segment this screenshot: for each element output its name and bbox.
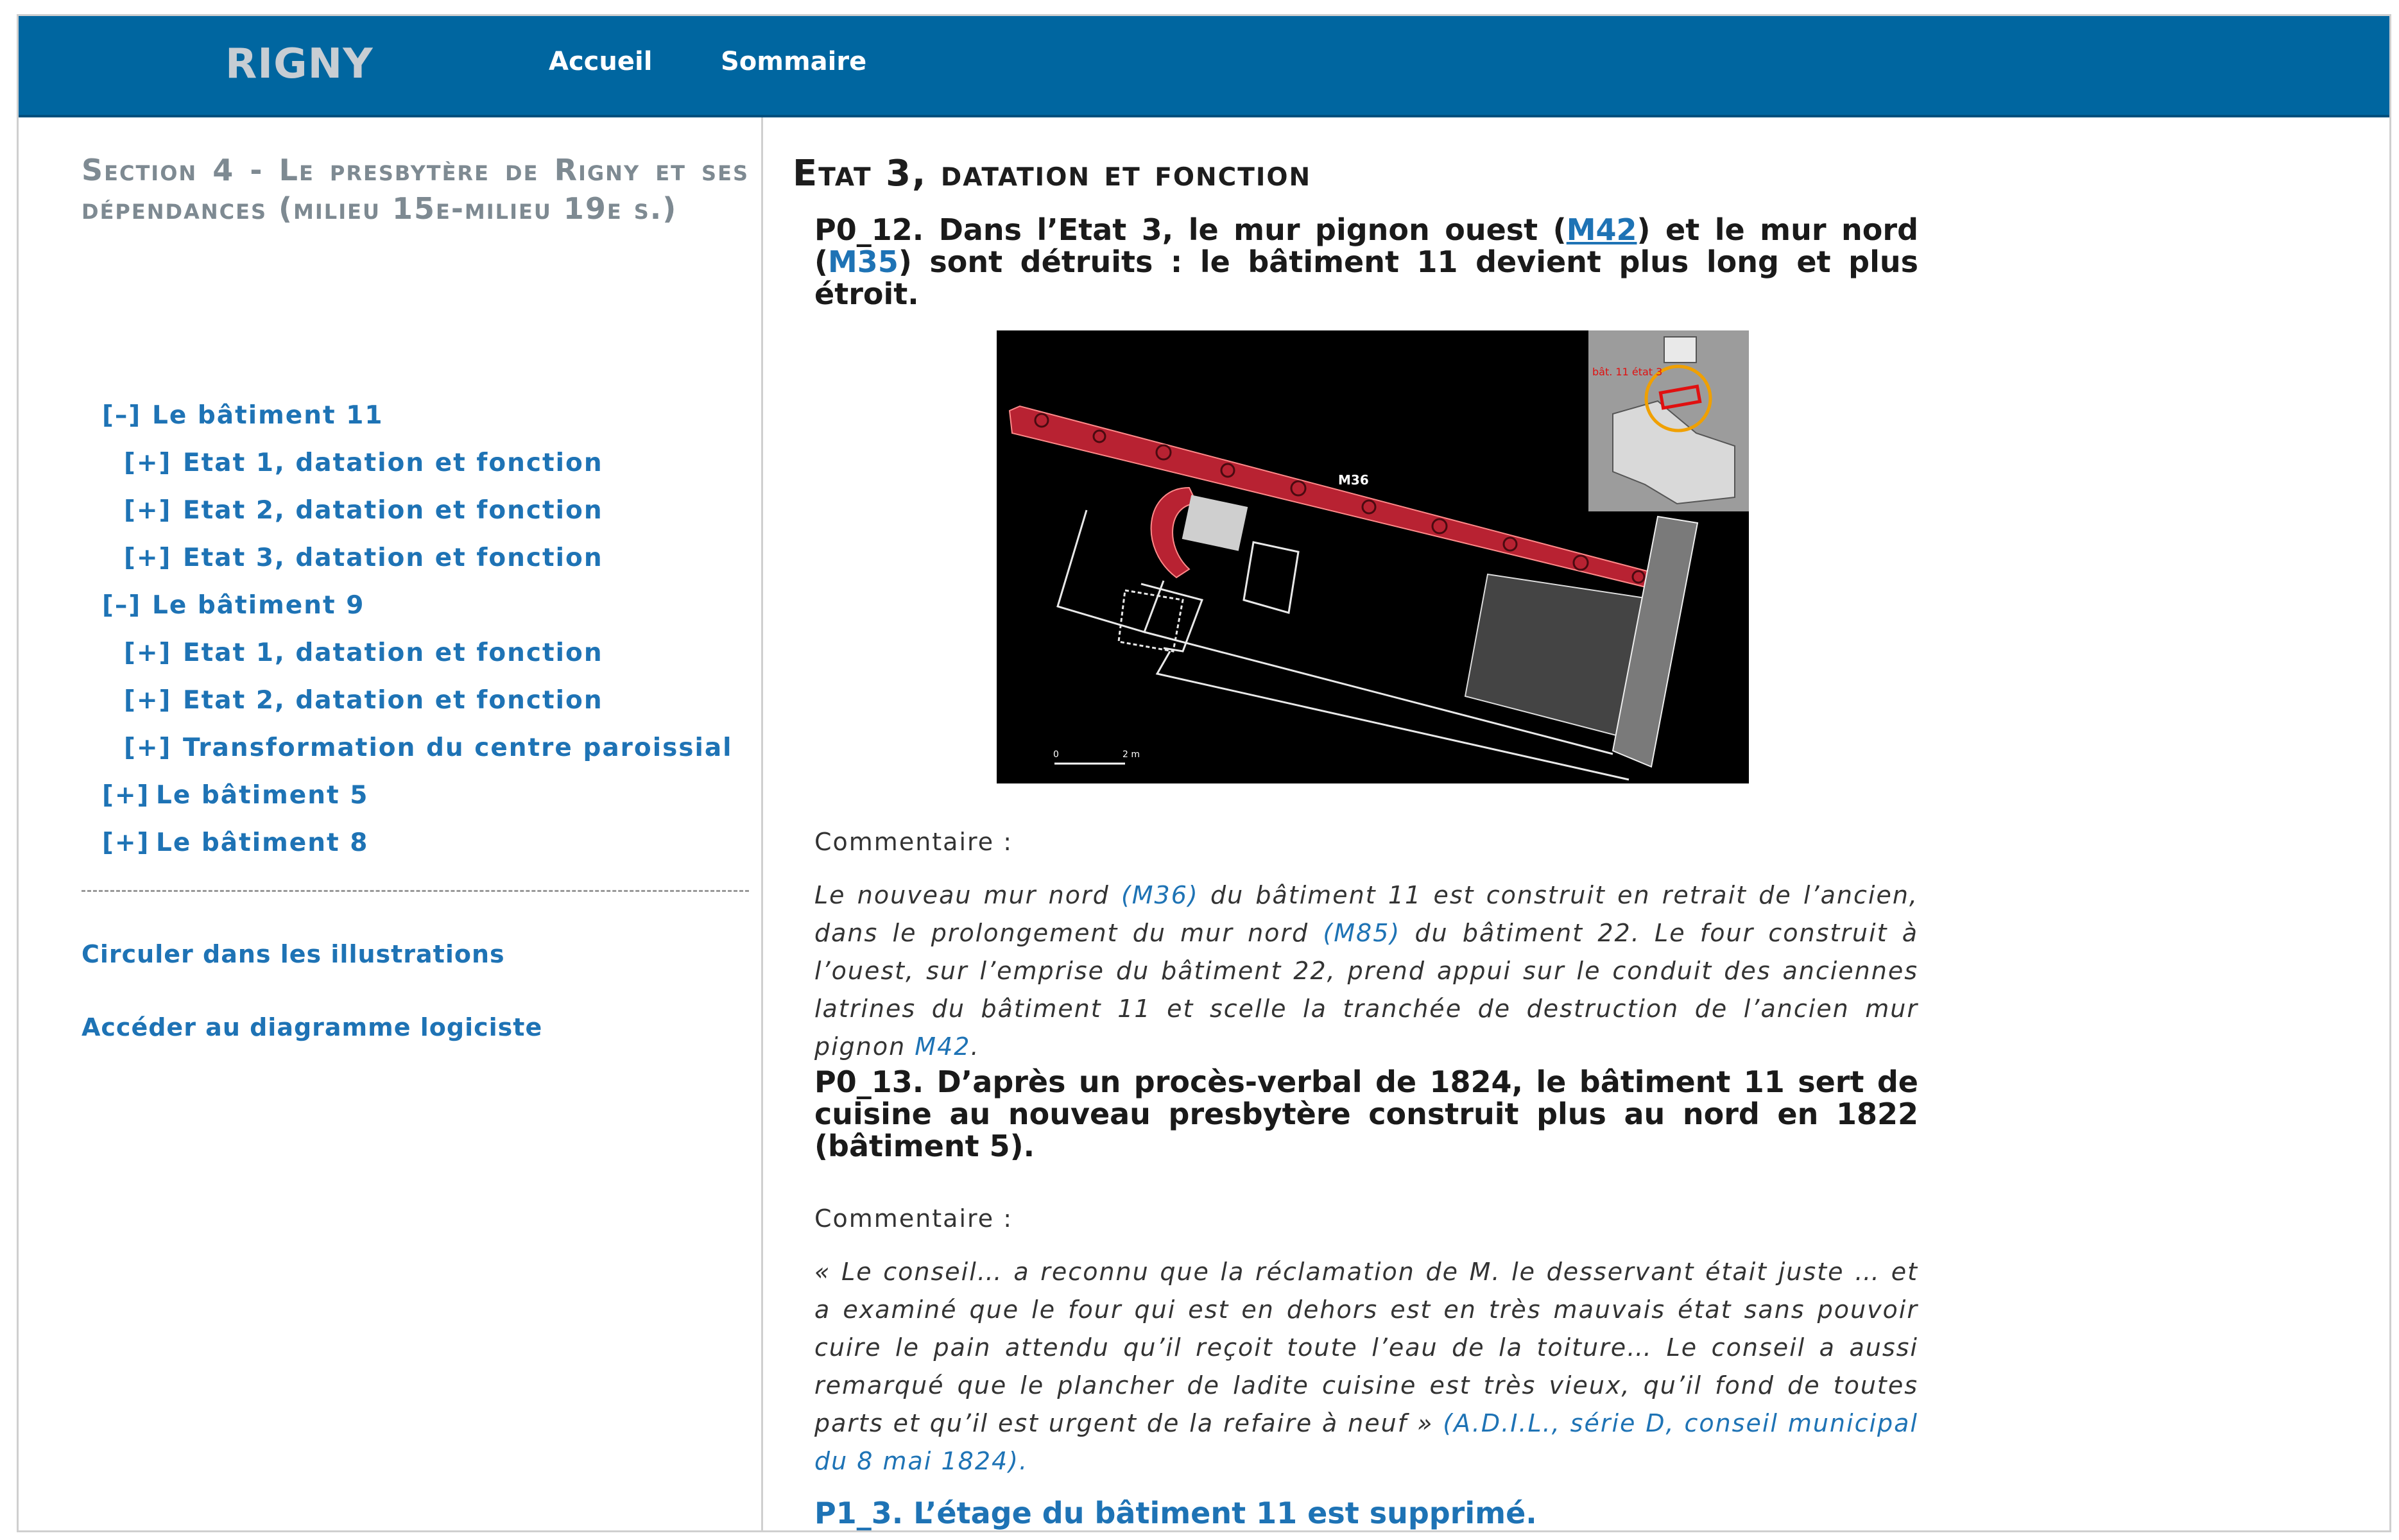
- expand-toggle[interactable]: [+]: [102, 781, 150, 810]
- expand-toggle[interactable]: [+]: [124, 449, 172, 477]
- toc-label[interactable]: Etat 3, datation et fonction: [183, 543, 603, 572]
- comment-label: Commentaire :: [814, 1204, 1013, 1233]
- archival-quote: « Le conseil… a reconnu que la réclamation de M. le desservant était juste … et a examiné que le four qui est en dehors est en très mauvais état sans pouvoir cuire le pain attendu qu’il reçoit toute l’eau de la toiture… Le conseil a aussi remarqué que le plancher de ladite cuisine est très vieux, qu’il fond de toutes parts et qu’il est urgent de la refaire à neuf »: [814, 1258, 1918, 1437]
- site-plan-figure[interactable]: [997, 330, 1749, 783]
- m42-link[interactable]: M42: [1566, 212, 1637, 247]
- archive-source-link[interactable]: (A.D.I.L., série D, conseil municipal du 8 mai 1824).: [814, 1409, 1918, 1475]
- m42-reference[interactable]: M42: [915, 1032, 971, 1061]
- toc-item-batiment-9[interactable]: [102, 591, 365, 620]
- toc-label[interactable]: Le bâtiment 5: [156, 781, 369, 810]
- p12-text: ) sont détruits : le bâtiment 11 devient plus long et plus étroit.: [814, 244, 1918, 311]
- toc-item-b9-etat-1[interactable]: [124, 638, 603, 667]
- page-heading: Etat 3, datation et fonction: [793, 153, 1312, 194]
- toc-item-etat-3[interactable]: [124, 543, 603, 572]
- toc-label[interactable]: Etat 2, datation et fonction: [183, 686, 603, 715]
- nav-accueil-link[interactable]: Accueil: [549, 47, 653, 76]
- paragraph-p0-13: P0_13. D’après un procès-verbal de 1824, le bâtiment 11 sert de cuisine au nouveau presbytère construit plus au nord en 1822 (bâtiment 5).: [814, 1065, 1918, 1163]
- toc-item-etat-1[interactable]: [124, 449, 603, 477]
- site-brand[interactable]: RIGNY: [225, 40, 374, 88]
- m85-reference[interactable]: (M85): [1323, 919, 1401, 947]
- plan-drawing: [997, 330, 1749, 783]
- comment-text-part: du bâtiment 11 est construit en retrait de l’ancien, dans le prolongement du mur nord: [814, 881, 1919, 947]
- m36-reference[interactable]: (M36): [1121, 881, 1199, 909]
- toc-label[interactable]: Etat 2, datation et fonction: [183, 496, 603, 525]
- toc-label[interactable]: Etat 1, datation et fonction: [183, 449, 603, 477]
- sidebar-divider: [82, 890, 749, 892]
- expand-toggle[interactable]: [+]: [124, 543, 172, 572]
- collapse-toggle[interactable]: [–]: [102, 591, 142, 620]
- browser-page: [17, 14, 2391, 1532]
- expand-toggle[interactable]: [+]: [124, 686, 172, 715]
- wall-m36: [1010, 406, 1664, 591]
- circulate-illustrations-link[interactable]: Circuler dans les illustrations: [82, 940, 505, 968]
- section-title: Section 4 - Le presbytère de Rigny et ses dépendances (milieu 15e-milieu 19e s.): [82, 153, 749, 226]
- inset-label: bât. 11 état 3: [1592, 366, 1663, 378]
- inset-building-north: [1664, 337, 1696, 363]
- toc-item-batiment-8[interactable]: [102, 828, 368, 857]
- toc-label[interactable]: Transformation du centre paroissial: [183, 733, 733, 762]
- scale-start: 0: [1053, 749, 1059, 760]
- nav-sommaire-link[interactable]: Sommaire: [721, 47, 867, 76]
- toc-item-b9-etat-2[interactable]: [124, 686, 603, 715]
- comment-text-part: .: [970, 1032, 980, 1061]
- sidebar: [19, 117, 763, 1532]
- quote-comment: [814, 1253, 1918, 1480]
- hatched-area: [1182, 495, 1248, 551]
- toc-item-batiment-5[interactable]: [102, 781, 368, 810]
- toc-item-transformation[interactable]: [124, 733, 733, 762]
- p12-text: P0_12. Dans l’Etat 3, le mur pignon ouest (: [814, 212, 1567, 247]
- scale-end: 2 m: [1122, 749, 1140, 760]
- expand-toggle[interactable]: [+]: [102, 828, 150, 857]
- comment-text-part: du bâtiment 22. Le four construit à l’ouest, sur l’emprise du bâtiment 22, prend appui sur le conduit des anciennes latrines du bâtiment 11 et scelle la tranchée de destruction de l’ancien mur pignon: [814, 919, 1918, 1061]
- expand-toggle[interactable]: [+]: [124, 496, 172, 525]
- paragraph-p0-12: [814, 214, 1918, 310]
- collapse-toggle[interactable]: [–]: [102, 401, 142, 430]
- expand-toggle[interactable]: [+]: [124, 733, 172, 762]
- toc-label[interactable]: Le bâtiment 11: [152, 401, 384, 430]
- p12-text: ) et le mur nord (: [814, 212, 1918, 279]
- expand-toggle[interactable]: [+]: [124, 638, 172, 667]
- m35-link[interactable]: M35: [828, 244, 899, 279]
- toc-label[interactable]: Le bâtiment 8: [156, 828, 369, 857]
- toc-item-batiment-11[interactable]: [102, 401, 383, 430]
- toc-item-etat-2[interactable]: [124, 496, 603, 525]
- logicist-diagram-link[interactable]: Accéder au diagramme logiciste: [82, 1013, 543, 1041]
- comment-label: Commentaire :: [814, 828, 1013, 856]
- main-content: [763, 117, 2391, 1532]
- wall-label-m36: M36: [1338, 472, 1369, 488]
- comment-text: [814, 877, 1918, 1066]
- toc-label[interactable]: Etat 1, datation et fonction: [183, 638, 603, 667]
- top-navigation-bar: [19, 16, 2389, 117]
- comment-text-part: Le nouveau mur nord: [814, 881, 1121, 909]
- toc-label[interactable]: Le bâtiment 9: [152, 591, 365, 620]
- paragraph-p1-3[interactable]: P1_3. L’étage du bâtiment 11 est supprimé.: [814, 1496, 1537, 1530]
